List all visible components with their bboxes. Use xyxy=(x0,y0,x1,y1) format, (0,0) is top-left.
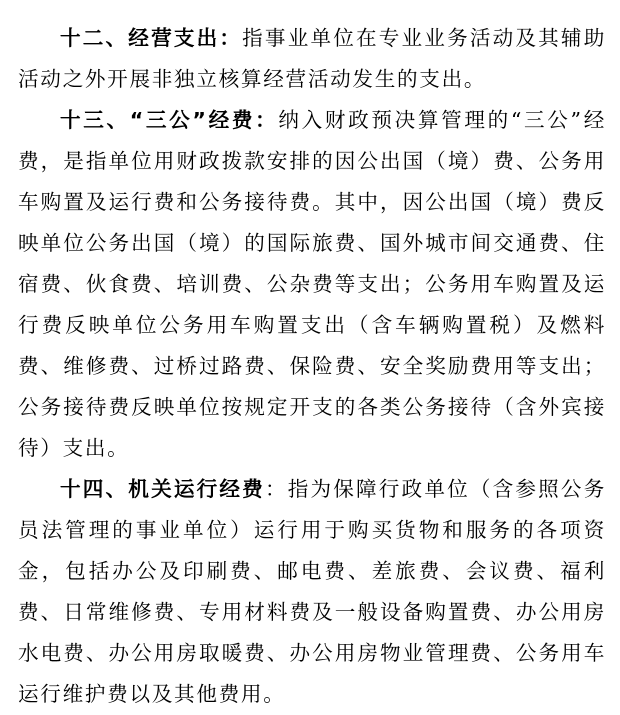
document-page xyxy=(18,18,606,715)
definition-operating-expenditure: 指事业单位在专业业务活动及其辅助活动之外开展非独立核算经营活动发生的支出。 xyxy=(18,26,606,91)
term-agency-operating-funds: 十四、机关运行经费 xyxy=(60,477,265,501)
definition-agency-operating-funds: ：指为保障行政单位（含参照公务员法管理的事业单位）运行用于购买货物和服务的各项资金，包括办公及印刷费、邮电费、差旅费、会议费、福利费、日常维修费、专用材料费及一般设备购置费、办公用房水电费、办公用房取暖费、办公用房物业管理费、公务用车运行维护费以及其他费用。 xyxy=(18,477,606,706)
paragraph-three-public-expenses xyxy=(18,100,606,469)
term-operating-expenditure: 十二、经营支出： xyxy=(60,26,243,50)
term-three-public-expenses: 十三、“三公”经费： xyxy=(60,108,279,132)
definition-three-public-expenses: 纳入财政预决算管理的“三公”经费，是指单位用财政拨款安排的因公出国（境）费、公务用车购置及运行费和公务接待费。其中，因公出国（境）费反映单位公务出国（境）的国际旅费、国外城市间交通费、住宿费、伙食费、培训费、公杂费等支出；公务用车购置及运行费反映单位公务用车购置支出（含车辆购置税）及燃料费、维修费、过桥过路费、保险费、安全奖励费用等支出；公务接待费反映单位按规定开支的各类公务接待（含外宾接待）支出。 xyxy=(18,108,606,460)
paragraph-operating-expenditure xyxy=(18,18,606,100)
paragraph-agency-operating-funds xyxy=(18,469,606,715)
